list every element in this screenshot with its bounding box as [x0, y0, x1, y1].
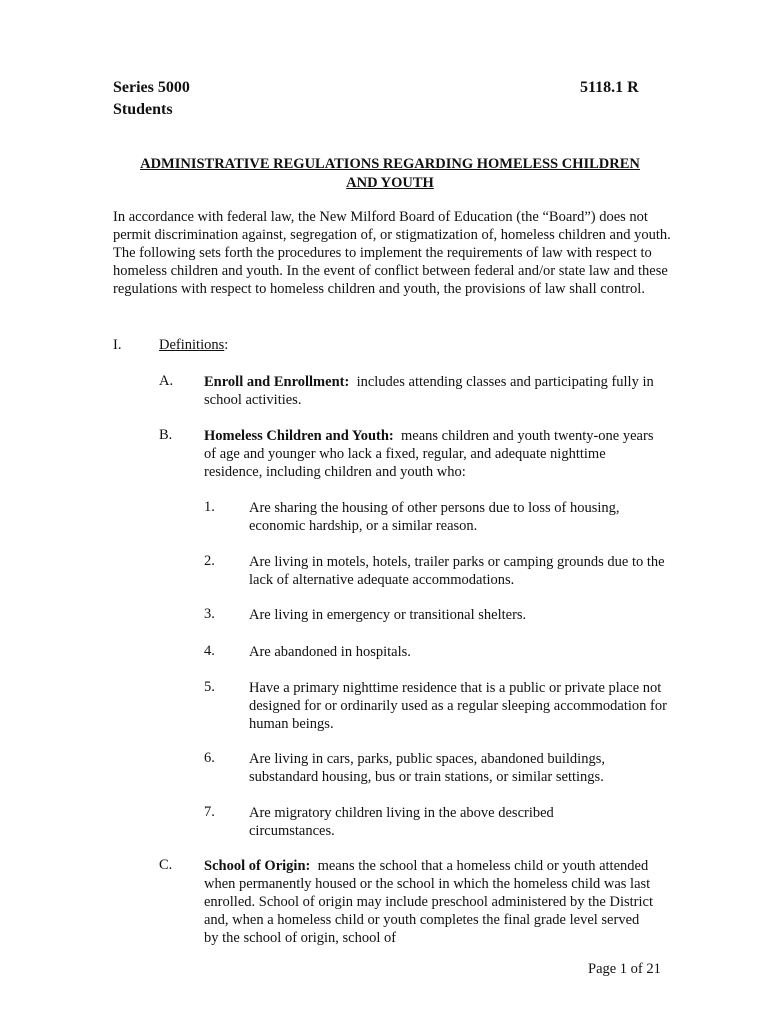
- list-item-text: Are sharing the housing of other persons due to loss of housing, economic hardship, or a similar reason.: [249, 500, 620, 534]
- title-line-1: ADMINISTRATIVE REGULATIONS REGARDING HOMELESS CHILDREN: [140, 156, 640, 172]
- definition-b-text: means children and youth twenty-one years of age and younger who lack a fixed, regular, and adequate nighttime residence, including children and youth who:: [204, 428, 654, 480]
- list-item-text: Are living in motels, hotels, trailer parks or camping grounds due to the lack of alternative adequate accommodations.: [249, 554, 665, 588]
- document-title: [110, 155, 670, 193]
- definition-a-text: includes attending classes and participating fully in school activities.: [204, 374, 654, 408]
- section-heading: [159, 337, 228, 354]
- definition-b-term: Homeless Children and Youth:: [204, 428, 394, 444]
- list-item-number: 1.: [204, 499, 215, 515]
- list-item-text: Are migratory children living in the above described circumstances.: [249, 805, 554, 839]
- definition-a: [204, 373, 674, 409]
- list-item-number: 4.: [204, 643, 215, 659]
- section-heading-text: Definitions: [159, 337, 225, 353]
- list-item-text: Are living in cars, parks, public spaces, abandoned buildings, substandard housing, bus or train stations, or similar settings.: [249, 751, 605, 785]
- policy-number: 5118.1 R: [580, 79, 639, 96]
- list-item-text: Are abandoned in hospitals.: [249, 644, 411, 660]
- definition-c: [204, 857, 656, 947]
- section-label: Students: [113, 101, 173, 118]
- section-heading-colon: :: [224, 337, 229, 353]
- section-numeral: I.: [113, 337, 122, 353]
- list-item-text: Have a primary nighttime residence that is a public or private place not designed for or ordinarily used as a regular sleeping accommodation for human beings.: [249, 680, 667, 732]
- intro-paragraph: In accordance with federal law, the New Milford Board of Education (the “Board”) does not permit discrimination against, segregation of, or stigmatization of, homeless children and youth. The following sets forth the procedures to implement the requirements of law with respect to homeless children and youth. In the event of conflict between federal and/or state law and these regulations with respect to homeless children and youth, the provisions of law shall control.: [113, 209, 671, 297]
- definition-c-text: means the school that a homeless child or youth attended when permanently housed or the school in which the homeless child was last enrolled. School of origin may include preschool administered by the District and, when a homeless child or youth completes the final grade level served by the school of origin, school of: [204, 858, 653, 946]
- list-item-number: 3.: [204, 606, 215, 622]
- definition-letter-a: A.: [159, 373, 174, 389]
- list-item-number: 7.: [204, 804, 215, 820]
- definition-b: [204, 427, 659, 481]
- list-item-number: 6.: [204, 750, 215, 766]
- definition-letter-b: B.: [159, 427, 173, 443]
- list-item-text: Are living in emergency or transitional shelters.: [249, 607, 527, 623]
- definition-letter-c: C.: [159, 857, 173, 873]
- definition-a-term: Enroll and Enrollment:: [204, 374, 350, 390]
- definition-c-term: School of Origin:: [204, 858, 311, 874]
- header-series-block: [113, 77, 190, 121]
- list-item-number: 5.: [204, 679, 215, 695]
- series-label: Series 5000: [113, 79, 190, 96]
- list-item-number: 2.: [204, 553, 215, 569]
- page-number: Page 1 of 21: [588, 961, 661, 977]
- title-line-2: AND YOUTH: [346, 175, 434, 191]
